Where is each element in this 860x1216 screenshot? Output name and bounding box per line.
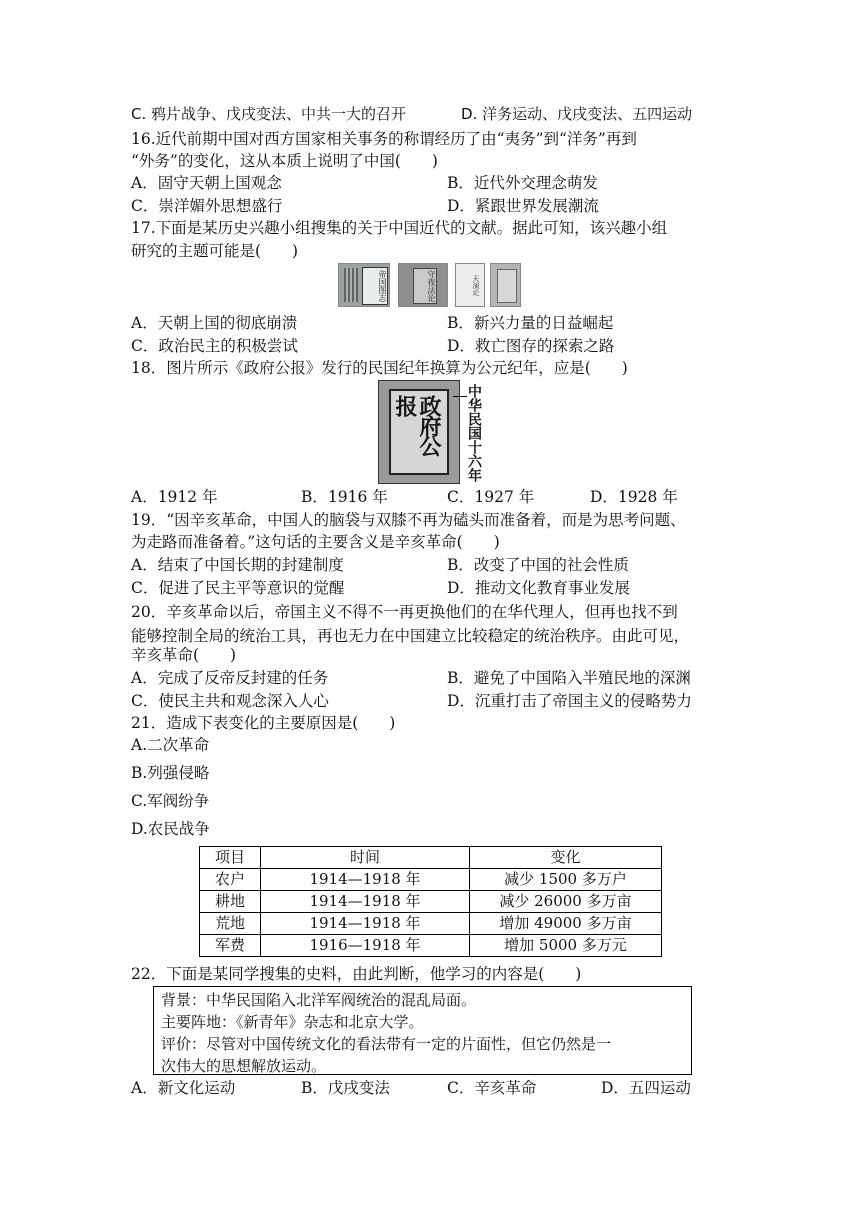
q21-option-a: A.二次革命 (131, 736, 210, 754)
label-pointer-line (453, 396, 467, 397)
q17-option-a: A．天朝上国的彻底崩溃 (131, 314, 298, 332)
book-cover-image-1 (338, 263, 390, 307)
table-cell: 减少 26000 多万亩 (470, 891, 662, 913)
gazette-year-label: 中华民国十六年 (466, 384, 482, 482)
q19-stem-line1: 19．“因辛亥革命，中国人的脑袋与双膝不再为磕头而准备着，而是为思考问题、 (131, 511, 686, 529)
book-title-2: 守夜法论 (413, 268, 437, 304)
table-header-row (200, 847, 662, 869)
q21-option-c: C.军阀纷争 (131, 792, 210, 810)
q22-option-b: B．戊戌变法 (301, 1079, 390, 1097)
q20-option-b: B．避免了中国陷入半殖民地的深渊 (447, 669, 691, 687)
q19-option-c: C．促进了民主平等意识的觉醒 (131, 579, 345, 597)
table-row (200, 913, 662, 935)
q21-stem: 21．造成下表变化的主要原因是( ) (131, 714, 396, 732)
q21-data-table (199, 846, 662, 957)
table-header-cell: 项目 (200, 847, 261, 869)
table-cell: 1914—1918 年 (261, 869, 470, 891)
q16-option-a: A．固守天朝上国观念 (131, 174, 282, 192)
q20-option-d: D．沉重打击了帝国主义的侵略势力 (447, 692, 692, 710)
table-cell: 荒地 (200, 913, 261, 935)
book-cover-image-2 (398, 263, 448, 307)
table-cell: 耕地 (200, 891, 261, 913)
bookshelf-texture (344, 268, 358, 302)
government-gazette-image (378, 380, 460, 484)
q15-option-d: D. 洋务运动、戊戌变法、五四运动 (461, 105, 693, 123)
q20-stem-line3: 辛亥革命( ) (131, 646, 237, 664)
table-header-cell: 时间 (261, 847, 470, 869)
q21-option-d: D.农民战争 (131, 820, 210, 838)
source-base: 主要阵地：《新青年》杂志和北京大学。 (161, 1013, 424, 1031)
table-cell: 增加 5000 多万元 (470, 935, 662, 957)
gazette-cover-title: 政府公报 (392, 395, 442, 455)
q20-option-c: C．使民主共和观念深入人心 (131, 692, 329, 710)
q15-option-c: C. 鸦片战争、戊戌变法、中共一大的召开 (131, 105, 407, 123)
q22-option-d: D．五四运动 (601, 1079, 691, 1097)
q17-option-b: B．新兴力量的日益崛起 (447, 314, 614, 332)
table-cell: 农户 (200, 869, 261, 891)
source-evaluation-line2: 次伟大的思想解放运动。 (161, 1057, 327, 1075)
q17-option-c: C．政治民主的积极尝试 (131, 337, 298, 355)
q16-option-c: C．崇洋媚外思想盛行 (131, 197, 283, 215)
q19-option-b: B．改变了中国的社会性质 (447, 556, 629, 574)
q17-option-d: D．救亡图存的探索之路 (447, 337, 615, 355)
q20-stem-line2: 能够控制全局的统治工具，再也无力在中国建立比较稳定的统治秩序。由此可见， (131, 627, 690, 645)
q17-stem-line2: 研究的主题可能是( ) (131, 242, 299, 260)
q18-stem: 18．图片所示《政府公报》发行的民国纪年换算为公元纪年，应是( ) (131, 359, 628, 377)
table-header-cell: 变化 (470, 847, 662, 869)
q18-option-c: C．1927 年 (447, 488, 535, 506)
q19-option-a: A．结束了中国长期的封建制度 (131, 556, 344, 574)
q16-stem-line2: “外务”的变化，这从本质上说明了中国( ) (131, 152, 438, 170)
table-row (200, 891, 662, 913)
q22-option-c: C．辛亥革命 (447, 1079, 537, 1097)
table-row (200, 935, 662, 957)
q16-stem-line1: 16.近代前期中国对西方国家相关事务的称谓经历了由“夷务”到“洋务”再到 (131, 130, 637, 148)
q17-stem-line1: 17.下面是某历史兴趣小组搜集的关于中国近代的文献。据此可知，该兴趣小组 (131, 219, 668, 237)
table-cell: 1914—1918 年 (261, 891, 470, 913)
q22-stem: 22．下面是某同学搜集的史料，由此判断，他学习的内容是( ) (131, 965, 582, 983)
q19-option-d: D．推动文化教育事业发展 (447, 579, 630, 597)
book-title-3: 天演论 (472, 274, 480, 296)
table-cell: 增加 49000 多万亩 (470, 913, 662, 935)
book-plate (497, 269, 517, 303)
book-title-1: 帝国图志 (362, 267, 388, 305)
q21-option-b: B.列强侵略 (131, 764, 210, 782)
q22-source-box (153, 986, 692, 1075)
table-cell: 减少 1500 多万户 (470, 869, 662, 891)
table-row (200, 869, 662, 891)
q20-stem-line1: 20．辛亥革命以后，帝国主义不得不一再更换他们的在华代理人，但再也找不到 (131, 603, 678, 621)
q16-option-b: B．近代外交理念萌发 (447, 174, 598, 192)
book-cover-image-4 (490, 263, 521, 307)
table-cell: 1914—1918 年 (261, 913, 470, 935)
q20-option-a: A．完成了反帝反封建的任务 (131, 669, 329, 687)
q16-option-d: D．紧跟世界发展潮流 (447, 197, 599, 215)
q19-stem-line2: 为走路而准备着。”这句话的主要含义是辛亥革命( ) (131, 533, 500, 551)
table-cell: 1916—1918 年 (261, 935, 470, 957)
q18-option-a: A．1912 年 (131, 488, 218, 506)
table-cell: 军费 (200, 935, 261, 957)
q18-option-b: B．1916 年 (301, 488, 388, 506)
source-evaluation-line1: 评价：尽管对中国传统文化的看法带有一定的片面性，但它仍然是一 (161, 1035, 612, 1053)
q18-option-d: D．1928 年 (590, 488, 678, 506)
source-background: 背景：中华民国陷入北洋军阀统治的混乱局面。 (161, 991, 477, 1009)
q22-option-a: A．新文化运动 (131, 1079, 236, 1097)
book-cover-image-3 (455, 263, 485, 307)
